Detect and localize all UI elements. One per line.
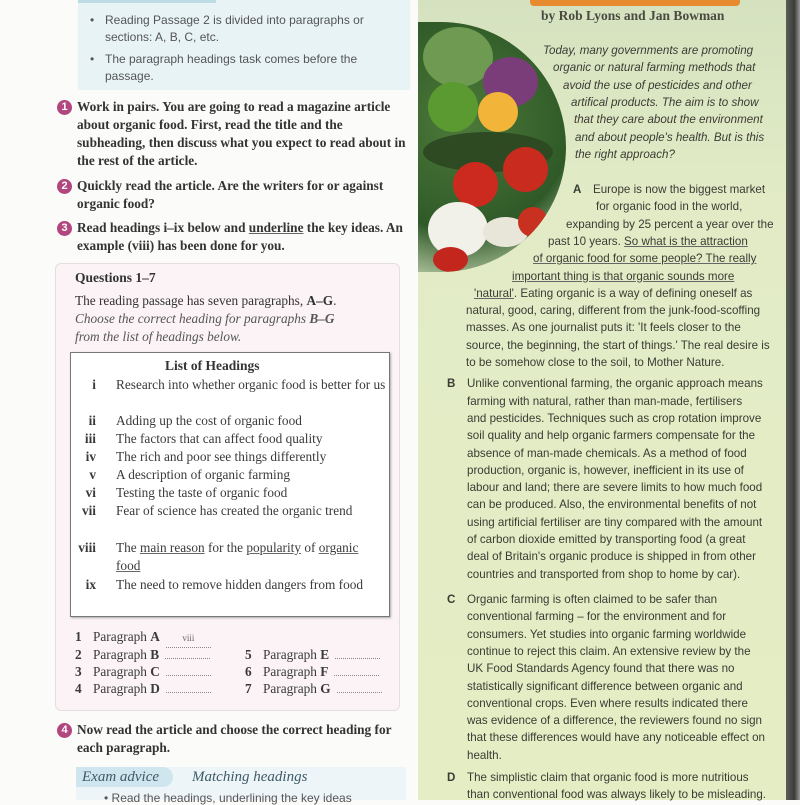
article-line: and pesticides. Techniques such as crop rotation improve xyxy=(467,411,762,425)
heading-numeral: viii xyxy=(78,540,96,555)
article-line: using artificial fertiliser are tiny compared with the amount xyxy=(467,515,763,529)
article-line: deal of Britain's organic produce is shipped in from other xyxy=(467,550,756,564)
article-line: to be somehow close to the soil, to Mother Nature. xyxy=(466,356,725,369)
answer-blank[interactable]: viii xyxy=(166,630,211,648)
article-line: 'natural'. Eating organic is a way of defining oneself as xyxy=(474,286,753,300)
article-line: than conventional food was always likely to be misleading. xyxy=(467,788,767,802)
heading-text: The need to remove hidden dangers from food xyxy=(116,577,364,592)
questions-instruction: Choose the correct heading for paragraphs B–G xyxy=(75,311,335,326)
answer-blank[interactable] xyxy=(334,675,379,676)
article-line: that these differences would have any noticeable effect on xyxy=(467,731,765,745)
article-line: UK Food Standards Agency found that there was no xyxy=(467,662,735,676)
heading-numeral: iii xyxy=(84,431,96,446)
answer-blank[interactable] xyxy=(337,692,382,693)
article-line: Europe is now the biggest market xyxy=(593,183,766,196)
article-line: of carbon dioxide emitted by transporting food (a great xyxy=(467,533,746,546)
heading-text: The main reason for the popularity of organic food xyxy=(116,540,359,574)
heading-text: The rich and poor see things differently xyxy=(116,449,327,464)
heading-numeral: v xyxy=(89,467,96,482)
paragraph-letter: C xyxy=(447,593,456,606)
heading-numeral: vi xyxy=(85,485,96,500)
paragraph-letter: A xyxy=(573,183,582,196)
answer-paragraph-e: 5 Paragraph E xyxy=(245,646,380,663)
article-line: Organic farming is often claimed to be safer than xyxy=(467,593,718,606)
exam-advice-label: Exam advice xyxy=(76,767,173,787)
heading-text: Testing the taste of organic food xyxy=(116,485,288,500)
article-line: organic or natural farming methods that xyxy=(553,61,756,75)
article-line: of organic food for some people? The really xyxy=(533,252,757,266)
article-line: for organic food in the world, xyxy=(596,200,743,214)
article-line: labour and land; there are severe limits to how much food xyxy=(467,481,763,495)
heading-text: Adding up the cost of organic food xyxy=(116,413,302,428)
heading-numeral: ii xyxy=(88,413,96,428)
article-line: Unlike conventional farming, the organic approach means xyxy=(467,377,763,391)
heading-text: The factors that can affect food quality xyxy=(116,431,323,446)
article-line: statistically significant difference between organic and xyxy=(467,679,743,693)
article-line: conventional farming – for the environment and for xyxy=(467,610,727,624)
article-line: source, the beginning, the start of things.' The real desire is xyxy=(466,338,770,352)
article-line: production, organic is, however, inefficient in its use of xyxy=(467,463,744,477)
questions-instruction: from the list of headings below. xyxy=(75,329,242,344)
article-line: farming with natural, rather than man-made, fertilisers xyxy=(467,394,743,408)
article-line: and about people's health. But is this xyxy=(575,130,765,144)
article-line: important thing is that organic sounds more xyxy=(512,269,735,283)
answer-paragraph-f: 6 Paragraph F xyxy=(245,663,379,680)
article-line: continue to reject this claim. An extensive review by the xyxy=(467,644,751,658)
article-line: was evidence of a difference, the reviewers found no sign xyxy=(467,714,762,728)
paragraph-letter: B xyxy=(447,377,456,391)
article-line: Today, many governments are promoting xyxy=(543,44,754,57)
article-line: expanding by 25 percent a year over the xyxy=(566,217,774,231)
questions-instruction: The reading passage has seven paragraphs, A–G. xyxy=(75,293,337,308)
article-line: absence of man-made chemicals. As a method of food xyxy=(467,446,747,460)
heading-text: Fear of science has created the organic trend xyxy=(116,503,353,518)
heading-numeral: ix xyxy=(85,577,96,592)
answer-paragraph-b: 2 Paragraph B xyxy=(75,646,210,663)
answer-paragraph-c: 3 Paragraph C xyxy=(75,663,211,680)
heading-numeral: iv xyxy=(85,449,96,464)
exam-advice-bullet: • Read the headings, underlining the key ideas xyxy=(104,791,352,805)
article-line: artifical products. The aim is to show xyxy=(571,95,759,109)
exam-advice-box xyxy=(76,767,406,805)
answer-paragraph-g: 7 Paragraph G xyxy=(245,680,382,697)
article-line: can be produced. Also, the environmental benefits of not xyxy=(467,498,757,512)
article-line: that they care about the environment xyxy=(574,113,763,127)
heading-text: A description of organic farming xyxy=(116,467,291,482)
article-line: natural, good, caring, different from the junk-food-scoffing xyxy=(466,304,761,318)
exam-advice-title: Matching headings xyxy=(192,769,308,785)
heading-text: Research into whether organic food is better for us xyxy=(116,377,386,392)
list-of-headings-title: List of Headings xyxy=(165,358,260,373)
questions-title: Questions 1–7 xyxy=(75,270,156,285)
answer-paragraph-d: 4 Paragraph D xyxy=(75,680,211,697)
article-line: consumers. Yet studies into organic farming worldwide xyxy=(467,627,747,641)
article-line: conventional crops. Even where results indicated there xyxy=(467,696,748,710)
answer-blank[interactable] xyxy=(335,658,380,659)
article-line: masses. As one journalist puts it: 'It feels closer to the xyxy=(466,321,741,335)
answer-blank[interactable] xyxy=(166,692,211,693)
article-line: The simplistic claim that organic food is more nutritious xyxy=(467,771,749,784)
article-line: health. xyxy=(467,748,502,762)
article-byline: by Rob Lyons and Jan Bowman xyxy=(541,8,725,23)
article-line: soil quality and help organic farmers compensate for the xyxy=(467,429,756,443)
paragraph-letter: D xyxy=(447,771,456,784)
article-line: past 10 years. So what is the attraction xyxy=(548,234,748,248)
article-line: the right approach? xyxy=(575,147,675,161)
article-line: avoid the use of pesticides and other xyxy=(563,78,752,92)
answer-blank[interactable] xyxy=(165,658,210,659)
heading-numeral: i xyxy=(92,377,96,392)
answer-blank[interactable] xyxy=(166,675,211,676)
heading-numeral: vii xyxy=(81,503,96,518)
article-line: countries and transported from shop to home by car). xyxy=(467,567,741,581)
tip-tab xyxy=(78,0,216,3)
page-edge xyxy=(786,0,800,800)
answer-paragraph-a: 1 Paragraph A viii xyxy=(75,628,211,648)
article-title-logo xyxy=(530,0,740,6)
